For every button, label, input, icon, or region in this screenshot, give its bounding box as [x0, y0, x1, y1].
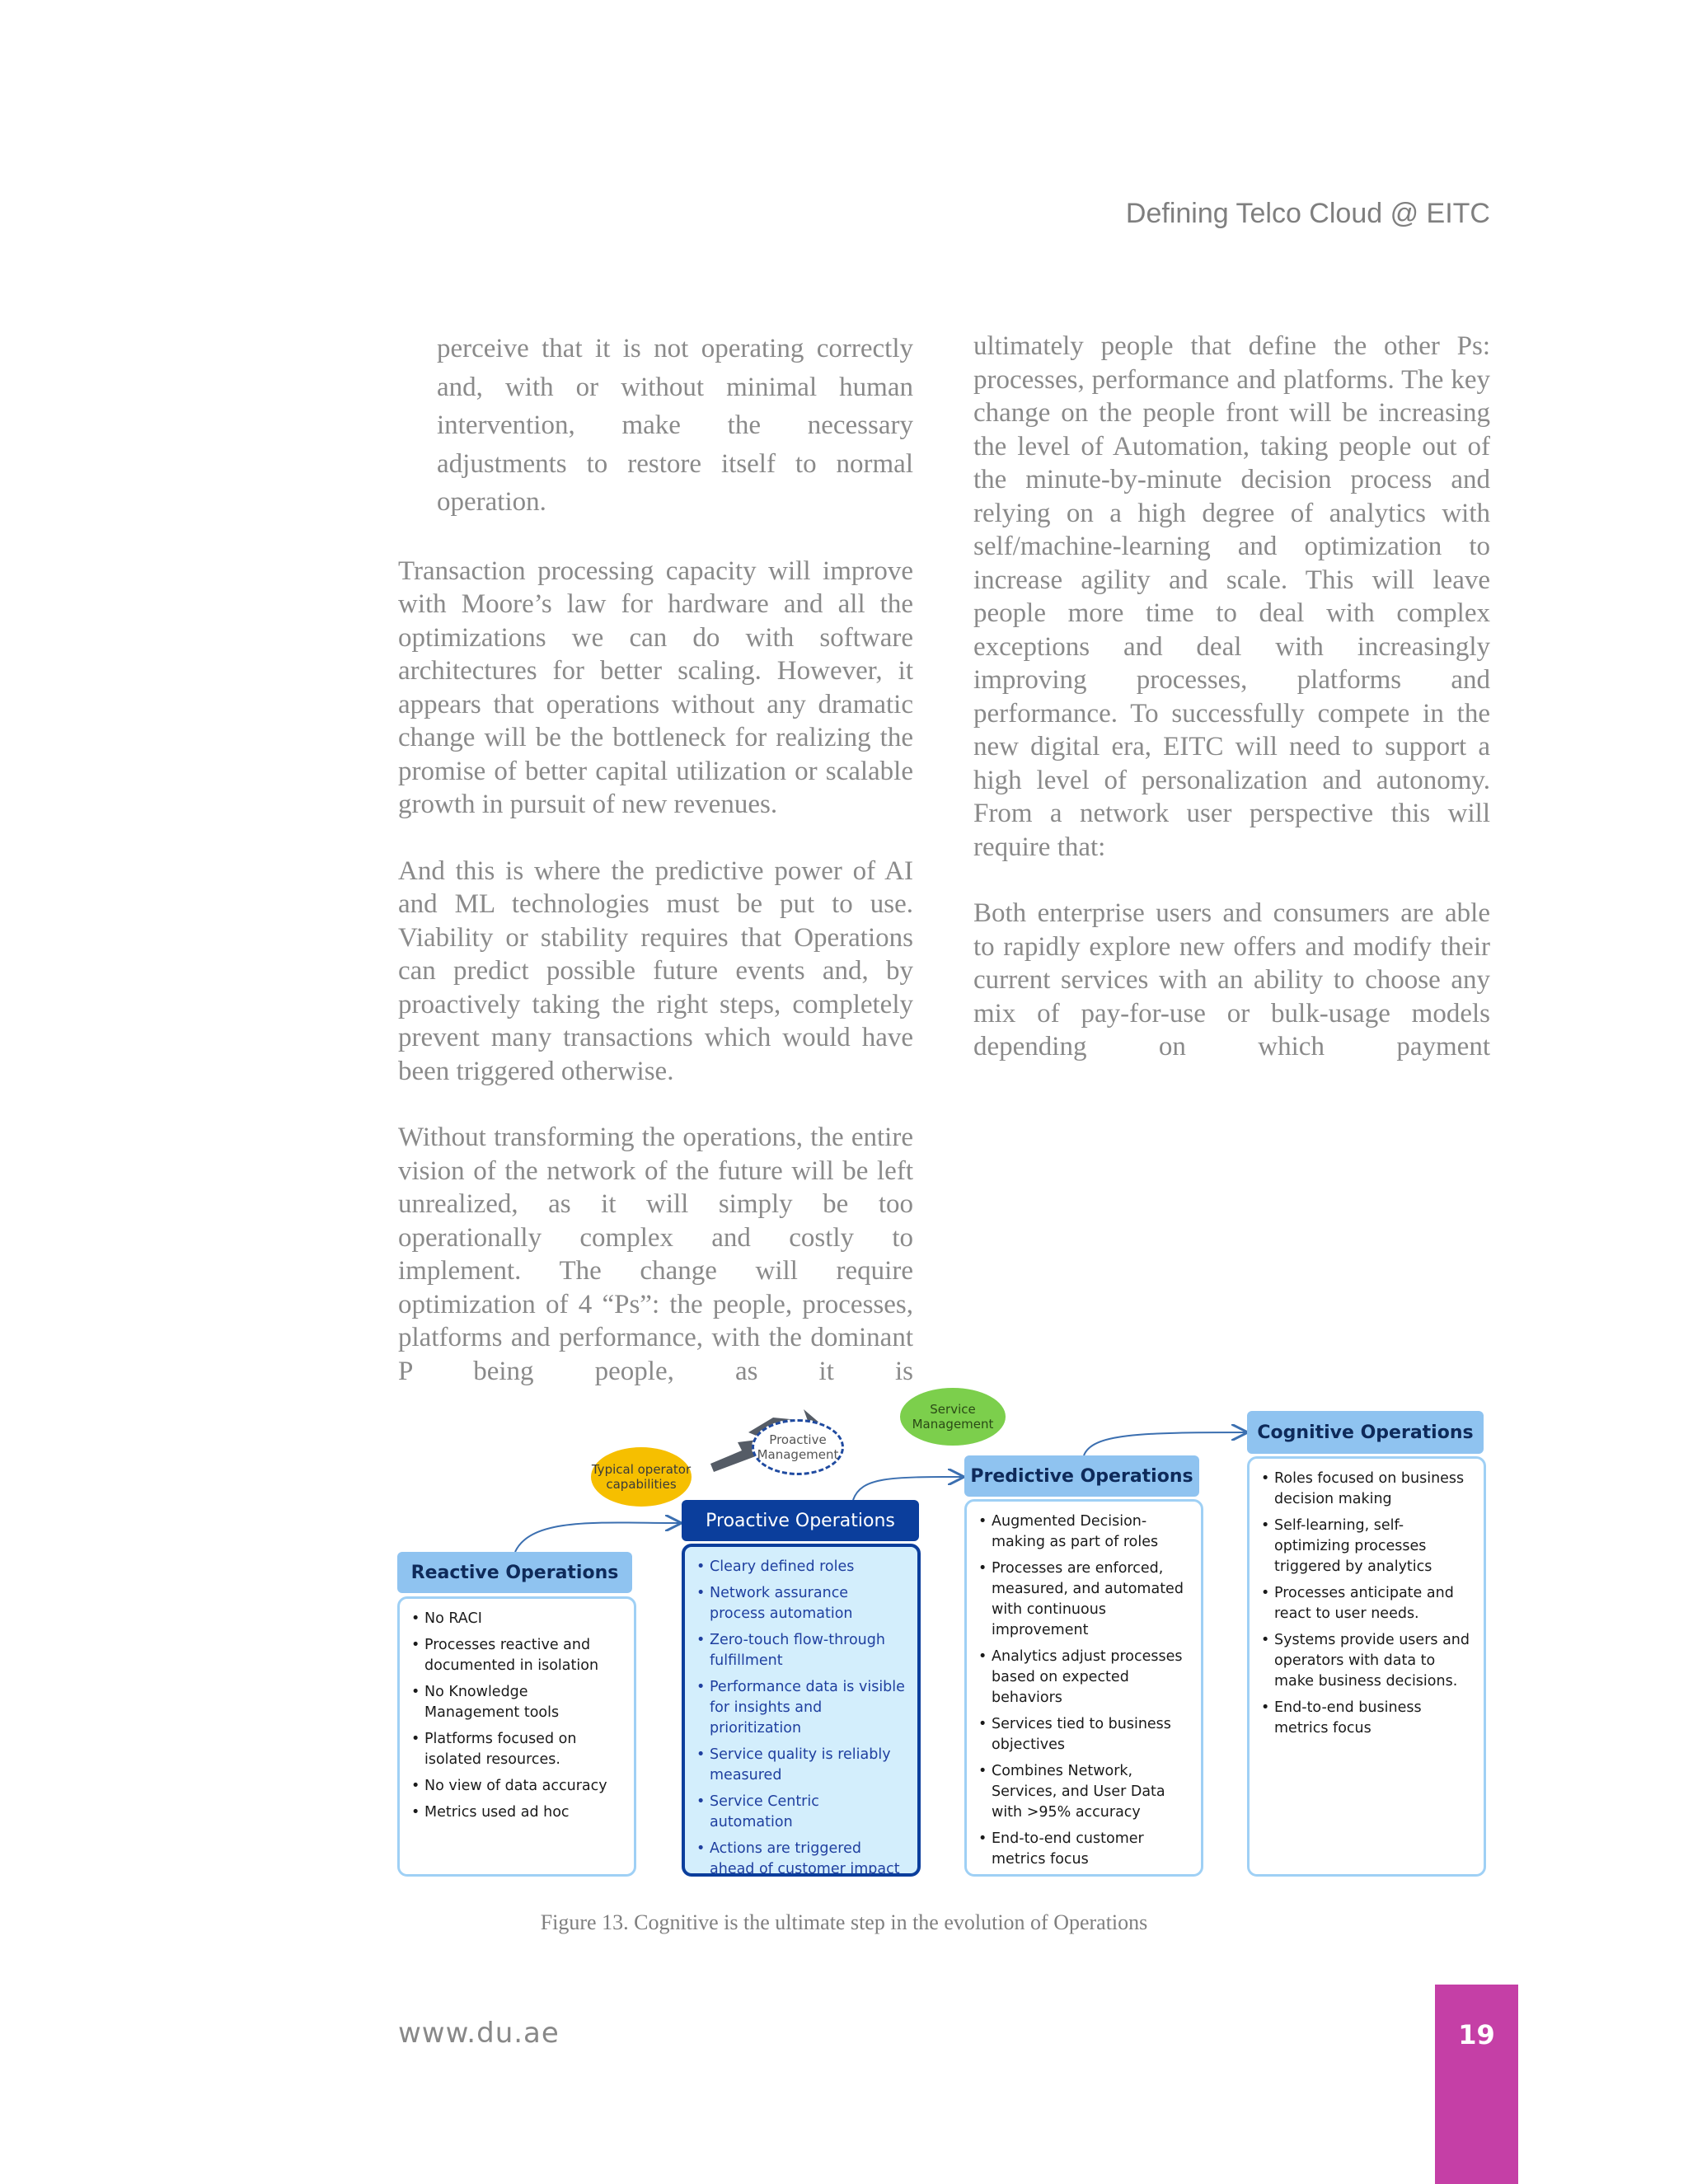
stage-list: [1247, 1456, 1486, 1877]
left-column: [398, 330, 913, 1421]
list-item: • Service Centric automation: [696, 1792, 906, 1833]
list-item: • Service quality is reliably measured: [696, 1745, 906, 1786]
list-item: • Zero-touch flow-through fulfillment: [696, 1630, 906, 1671]
list-item: • Metrics used ad hoc: [411, 1802, 622, 1823]
list-item: • Systems provide users and operators with data to make business decisions.: [1261, 1630, 1472, 1692]
list-item: • Roles focused on business decision making: [1261, 1469, 1472, 1510]
list-item: • Processes reactive and documented in isolation: [411, 1635, 622, 1676]
list-item: • End-to-end business metrics focus: [1261, 1698, 1472, 1739]
list-item: • Actions are triggered ahead of customer impact: [696, 1839, 906, 1880]
body-paragraph: And this is where the predictive power of AI and ML technologies must be put to use. Viability or stability requires that Operations can predict possible future events and, by proactively taking the right steps, completely prevent many transactions which would have been triggered otherwise.: [398, 855, 913, 1086]
list-item: • No RACI: [411, 1609, 622, 1629]
body-paragraph: Transaction processing capacity will improve with Moore’s law for hardware and all the optimizations we can do with software architectures for better scaling. However, it appears that operations without any dramatic change will be the bottleneck for realizing the promise of better capital utilization or scalable growth in pursuit of new revenues.: [398, 555, 913, 819]
body-paragraph: ultimately people that define the other Ps: processes, performance and platforms. The key change on the people front will be increasing the level of Automation, taking people out of the minute-by-minute decision process and relying on a high degree of analytics with self/machine-learning and optimization to increase agility and scale. This will leave people more time to deal with complex exceptions and deal with increasingly improving processes, platforms and performance. To successfully compete in the new digital era, EITC will need to support a high level of personalization and autonomy. From a network user perspective this will require that:: [973, 331, 1490, 862]
stage-title: Cognitive Operations: [1247, 1411, 1484, 1454]
stage-title: Predictive Operations: [964, 1455, 1199, 1497]
list-item: • Processes are enforced, measured, and automated with continuous improvement: [978, 1558, 1189, 1641]
proactive-management-bubble: Proactive Management: [752, 1419, 844, 1475]
typical-capabilities-bubble: Typical operator capabilities: [591, 1447, 692, 1507]
list-item: • Services tied to business objectives: [978, 1714, 1189, 1755]
right-column: [973, 330, 1490, 1097]
list-item: • Analytics adjust processes based on expected behaviors: [978, 1647, 1189, 1708]
list-item: • Network assurance process automation: [696, 1583, 906, 1624]
operations-evolution-figure: [396, 1385, 1492, 1883]
list-item: • No Knowledge Management tools: [411, 1682, 622, 1723]
running-header: Defining Telco Cloud @ EITC: [1125, 198, 1490, 229]
body-paragraph: Without transforming the operations, the entire vision of the network of the future will be left unrealized, as it will simply be too operationally complex and costly to implement. The change will require optimization of 4 “Ps”: the people, processes, platforms and performance, with the dominant P being people, as it is: [398, 1122, 913, 1386]
list-item: • Processes anticipate and react to user needs.: [1261, 1583, 1472, 1624]
page-number: 19: [1458, 2019, 1495, 2050]
list-item: • No view of data accuracy: [411, 1776, 622, 1797]
list-item: • End-to-end customer metrics focus: [978, 1829, 1189, 1870]
indented-paragraph: perceive that it is not operating correctly and, with or without minimal human intervention, make the necessary adjustments to restore itself to normal operation.: [437, 334, 913, 517]
arrow-proactive-to-predictive: [853, 1477, 963, 1500]
page-number-tab: [1435, 1985, 1518, 2184]
stage-list: [682, 1544, 921, 1877]
stage-list: [964, 1499, 1203, 1877]
stage-title: Reactive Operations: [397, 1552, 632, 1593]
figure-caption: Figure 13. Cognitive is the ultimate step in the evolution of Operations: [540, 1910, 1148, 1934]
list-item: • Combines Network, Services, and User Data with >95% accuracy: [978, 1761, 1189, 1823]
list-item: • Performance data is visible for insights and prioritization: [696, 1677, 906, 1739]
stage-list: [397, 1596, 636, 1877]
stage-title: Proactive Operations: [682, 1500, 919, 1541]
body-paragraph: Both enterprise users and consumers are able to rapidly explore new offers and modify their current services with an ability to choose any mix of pay-for-use or bulk-usage models depending on which payment: [973, 898, 1490, 1062]
arrow-predictive-to-cognitive: [1084, 1432, 1246, 1455]
list-item: • Platforms focused on isolated resources.: [411, 1729, 622, 1770]
list-item: • Augmented Decision-making as part of roles: [978, 1511, 1189, 1553]
list-item: • Cleary defined roles: [696, 1557, 906, 1577]
arrow-reactive-to-proactive: [515, 1522, 680, 1552]
footer-url: www.du.ae: [398, 2017, 560, 2050]
service-management-bubble: Service Management: [900, 1388, 1006, 1446]
list-item: • Self-learning, self-optimizing processes triggered by analytics: [1261, 1516, 1472, 1577]
